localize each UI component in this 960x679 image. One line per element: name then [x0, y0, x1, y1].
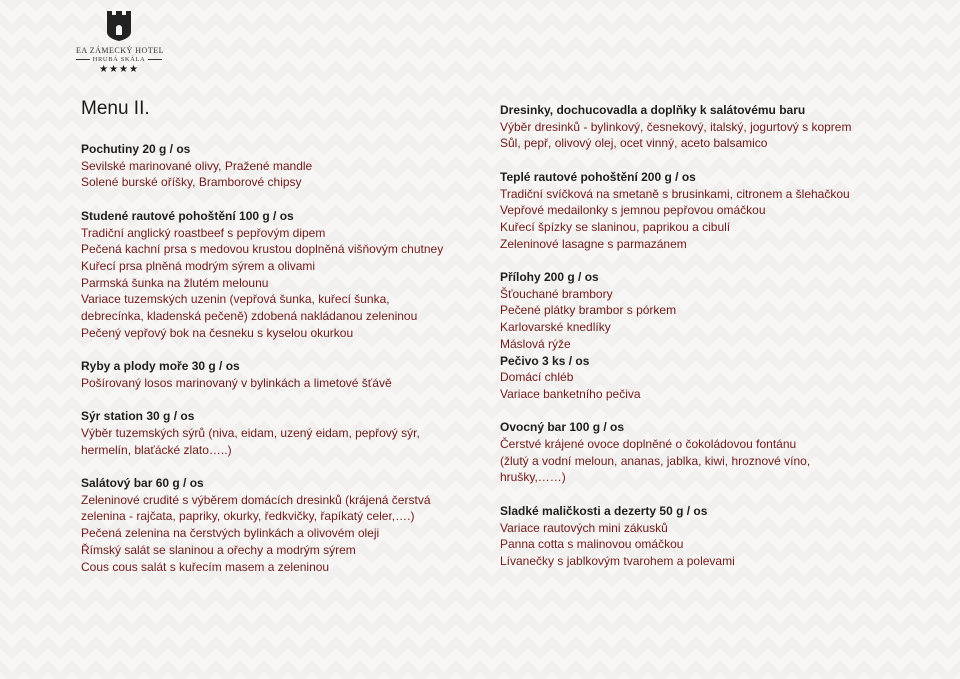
menu-item: hermelín, blaťácké zlato…..) — [81, 442, 232, 457]
menu-item: Kuřecí špízky se slaninou, paprikou a cibulí — [500, 219, 731, 234]
menu-item: hrušky,……) — [500, 470, 566, 485]
menu-item: Výběr dresinků - bylinkový, česnekový, italský, jogurtový s koprem — [500, 119, 852, 134]
menu-section — [81, 208, 481, 342]
hotel-logo — [76, 10, 162, 75]
menu-item: Variace banketního pečiva — [500, 386, 641, 401]
left-column — [81, 141, 481, 592]
menu-item: Sevilské marinované olivy, Pražené mandle — [81, 158, 313, 173]
menu-item: Kuřecí prsa plněná modrým sýrem a olivami — [81, 258, 316, 273]
menu-item: Zeleninové crudité s výběrem domácích dresinků (krájená čerstvá — [81, 492, 431, 507]
menu-item: Pošírovaný losos marinovaný v bylinkách a limetové šťávě — [81, 375, 392, 390]
section-heading: Sladké maličkosti a dezerty 50 g / os — [500, 503, 708, 518]
menu-section — [500, 102, 900, 152]
menu-item: Domácí chléb — [500, 370, 574, 385]
menu-item: Solené burské oříšky, Bramborové chipsy — [81, 175, 302, 190]
menu-section — [81, 141, 481, 191]
menu-item: (žlutý a vodní meloun, ananas, jablka, kiwi, hroznové víno, — [500, 453, 811, 468]
menu-item: Zeleninové lasagne s parmazánem — [500, 236, 687, 251]
menu-section — [81, 358, 481, 391]
menu-item: Tradiční anglický roastbeef s pepřovým dipem — [81, 225, 326, 240]
menu-item: Pečená kachní prsa s medovou krustou doplněná višňovým chutney — [81, 242, 444, 257]
section-heading: Sýr station 30 g / os — [81, 409, 195, 424]
menu-item: Variace tuzemských uzenin (vepřová šunka, kuřecí šunka, — [81, 292, 390, 307]
menu-item: Čerstvé krájené ovoce doplněné o čokoládovou fontánu — [500, 437, 797, 452]
menu-item: Pečené plátky brambor s pórkem — [500, 303, 677, 318]
menu-item: Variace rautových mini zákusků — [500, 520, 668, 535]
menu-item: zelenina - rajčata, papriky, okurky, ředkvičky, řapíkatý celer,….) — [81, 509, 415, 524]
section-heading: Dresinky, dochucovadla a doplňky k salátovému baru — [500, 103, 806, 117]
menu-item: Panna cotta s malinovou omáčkou — [500, 537, 684, 552]
logo-rule-right — [148, 59, 162, 60]
section-heading: Přílohy 200 g / os — [500, 270, 599, 284]
menu-item: Pečená zelenina na čerstvých bylinkách a olivovém oleji — [81, 526, 380, 541]
logo-rule-left — [76, 59, 90, 60]
menu-section — [500, 419, 900, 486]
menu-item: Lívanečky s jablkovým tvarohem a polevami — [500, 553, 735, 568]
menu-section — [500, 503, 900, 570]
menu-item: Cous cous salát s kuřecím masem a zeleninou — [81, 559, 330, 574]
menu-section — [500, 169, 900, 253]
hotel-name: EA ZÁMECKÝ HOTEL — [76, 46, 164, 55]
menu-item: Šťouchané brambory — [500, 286, 613, 301]
menu-item: Sůl, pepř, olivový olej, ocet vinný, aceto balsamico — [500, 136, 768, 151]
star-rating: ★★★★ — [99, 64, 139, 75]
menu-section — [81, 475, 481, 575]
right-column — [500, 102, 900, 586]
section-heading: Teplé rautové pohoštění 200 g / os — [500, 169, 696, 184]
section-heading: Salátový bar 60 g / os — [81, 476, 204, 490]
menu-item: Tradiční svíčková na smetaně s brusinkami, citronem a šlehačkou — [500, 186, 850, 201]
menu-item: Římský salát se slaninou a ořechy a modrým sýrem — [81, 542, 356, 557]
menu-item: debrecínka, kladenská pečeně) zdobená nakládanou zeleninou — [81, 309, 418, 324]
section-heading: Ryby a plody moře 30 g / os — [81, 359, 240, 374]
menu-item: Parmská šunka na žlutém melounu — [81, 275, 269, 290]
section-heading: Studené rautové pohoštění 100 g / os — [81, 208, 294, 223]
menu-item: Máslová rýže — [500, 336, 571, 351]
menu-section — [81, 408, 481, 458]
section-heading: Ovocný bar 100 g / os — [500, 420, 625, 435]
section-heading: Pečivo 3 ks / os — [500, 353, 590, 368]
menu-item: Pečený vepřový bok na česneku s kyselou okurkou — [81, 325, 354, 340]
menu-item: Výběr tuzemských sýrů (niva, eidam, uzený eidam, pepřový sýr, — [81, 425, 420, 440]
menu-item: Karlovarské knedlíky — [500, 320, 611, 335]
hotel-place: HRUBÁ SKÁLA — [92, 56, 146, 63]
menu-title: Menu II. — [81, 98, 150, 119]
menu-section — [500, 269, 900, 403]
castle-emblem-icon — [106, 10, 132, 42]
menu-item: Vepřové medailonky s jemnou pepřovou omáčkou — [500, 203, 766, 218]
section-heading: Pochutiny 20 g / os — [81, 142, 191, 156]
